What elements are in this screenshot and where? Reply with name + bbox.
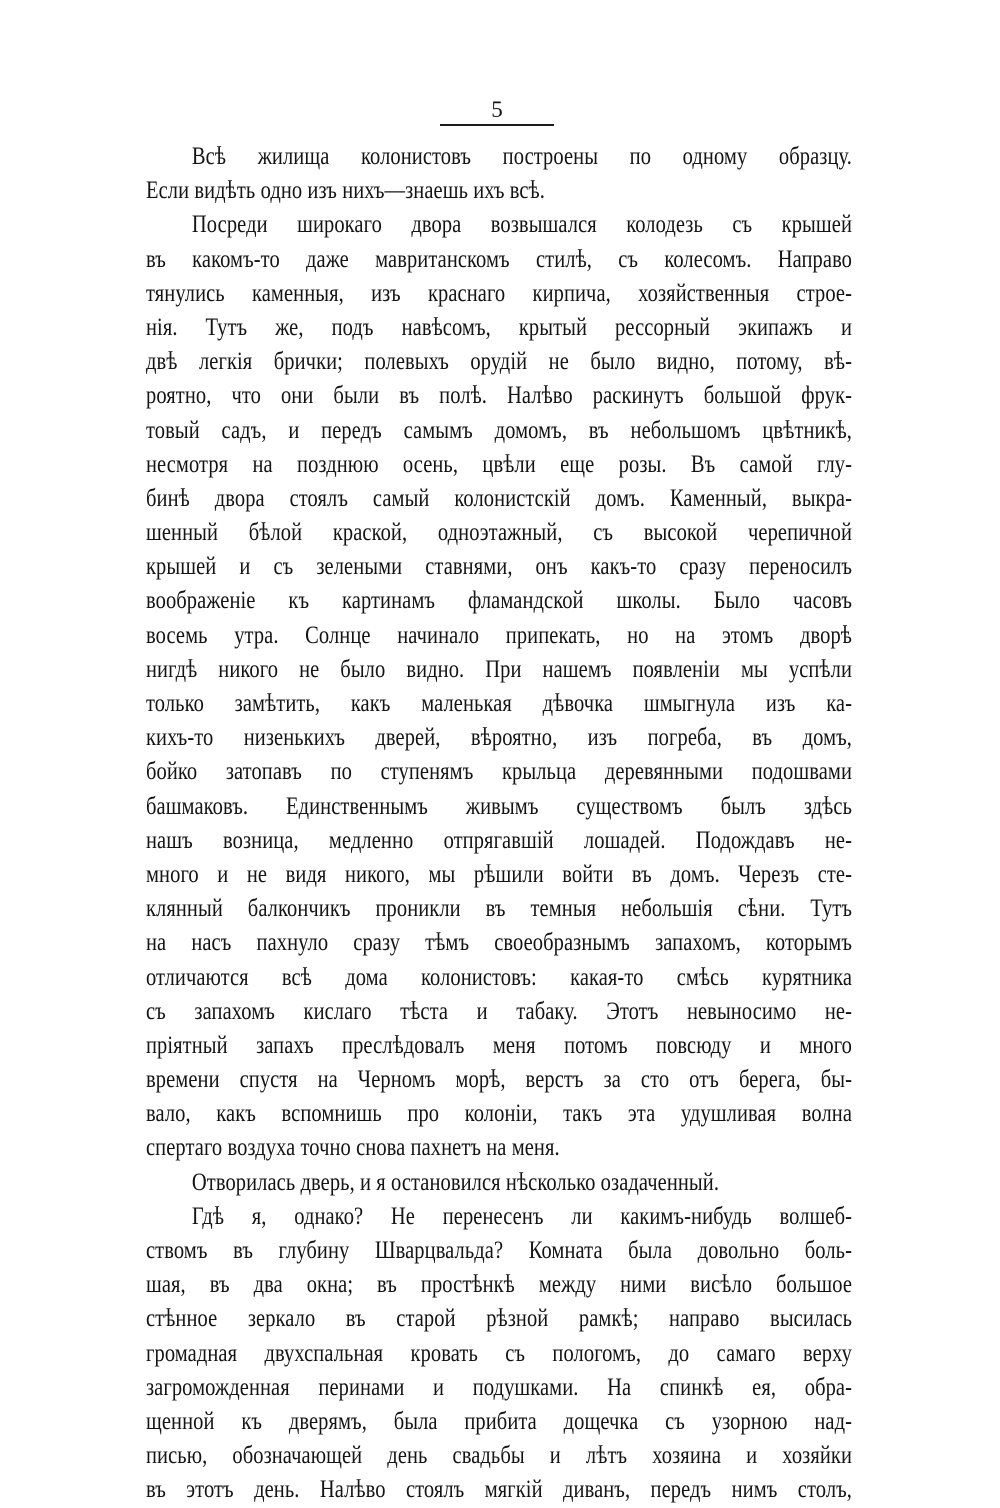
- text-line: нія. Тутъ же, подъ навѣсомъ, крытый рессорный экипажъ и: [146, 313, 853, 341]
- text-line: въ этотъ день. Налѣво стоялъ мягкій диванъ, передъ нимъ столъ,: [146, 1476, 853, 1504]
- text-line: щенной къ дверямъ, была прибита дощечка съ узорною над-: [146, 1407, 853, 1435]
- text-line: восемь утра. Солнце начинало припекать, но на этомъ дворѣ: [146, 621, 853, 649]
- text-line: стѣнное зеркало въ старой рѣзной рамкѣ; направо высилась: [146, 1305, 853, 1333]
- header-rule: [440, 124, 554, 126]
- text-line: нашъ возница, медленно отпрягавшій лошадей. Подождавъ не-: [146, 826, 853, 854]
- text-line: съ запахомъ кислаго тѣста и табаку. Этотъ невыносимо не-: [146, 997, 853, 1025]
- text-line: отличаются всѣ дома колонистовъ: какая-то смѣсь курятника: [146, 963, 853, 991]
- text-line: шенный бѣлой краской, одноэтажный, съ высокой черепичной: [146, 519, 853, 547]
- body-text: [146, 140, 852, 1508]
- text-line: тянулись каменныя, изъ краснаго кирпича, хозяйственныя строе-: [146, 279, 853, 307]
- page-number: 5: [491, 97, 503, 122]
- text-line: двѣ легкія брички; полевыхъ орудій не было видно, потому, вѣ-: [146, 348, 853, 376]
- text-line: Гдѣ я, однако? Не перенесенъ ли какимъ-нибудь волшеб-: [191, 1202, 853, 1230]
- text-line: много и не видя никого, мы рѣшили войти въ домъ. Черезъ сте-: [146, 860, 853, 888]
- text-line: только замѣтить, какъ маленькая дѣвочка шмыгнула изъ ка-: [146, 690, 853, 717]
- text-line: кихъ-то низенькихъ дверей, вѣроятно, изъ погреба, въ домъ,: [146, 724, 853, 752]
- text-line: громадная двухспальная кровать съ пологомъ, до самаго верху: [146, 1339, 853, 1367]
- text-line: загроможденная перинами и подушками. На спинкѣ ея, обра-: [146, 1373, 853, 1401]
- text-line: крышей и съ зелеными ставнями, онъ какъ-то сразу переносилъ: [146, 553, 853, 581]
- text-line: несмотря на позднюю осень, цвѣли еще розы. Въ самой глу-: [146, 450, 853, 478]
- text-line: въ какомъ-то даже мавританскомъ стилѣ, съ колесомъ. Направо: [146, 245, 853, 273]
- text-line: бинѣ двора стоялъ самый колонистскій домъ. Каменный, выкра-: [146, 484, 853, 512]
- text-line: товый садъ, и передъ самымъ домомъ, въ небольшомъ цвѣтникѣ,: [146, 416, 853, 444]
- text-line: спертаго воздуха точно снова пахнетъ на меня.: [146, 1134, 560, 1162]
- text-line: воображеніе къ картинамъ фламандской школы. Было часовъ: [146, 587, 853, 615]
- text-line: нигдѣ никого не было видно. При нашемъ появленіи мы успѣли: [146, 655, 853, 683]
- text-line: Посреди широкаго двора возвышался колодезь съ крышей: [191, 211, 853, 239]
- text-line: клянный балкончикъ проникли въ темныя небольшія сѣни. Тутъ: [146, 895, 853, 923]
- text-line: пріятный запахъ преслѣдовалъ меня потомъ повсюду и много: [146, 1031, 853, 1059]
- text-line: башмаковъ. Единственнымъ живымъ существомъ былъ здѣсь: [146, 792, 853, 820]
- text-line: вало, какъ вспомнишь про колоніи, такъ эта удушливая волна: [146, 1100, 853, 1128]
- text-line: Всѣ жилища колонистовъ построены по одному образцу.: [191, 143, 853, 170]
- text-line: времени спустя на Черномъ морѣ, верстъ за сто отъ берега, бы-: [146, 1066, 853, 1094]
- text-line: бойко затопавъ по ступенямъ крыльца деревянными подошвами: [146, 758, 853, 786]
- text-line: роятно, что они были въ полѣ. Налѣво раскинутъ большой фрук-: [146, 382, 853, 410]
- text-line: Отворилась дверь, и я остановился нѣсколько озадаченный.: [191, 1168, 720, 1196]
- text-line: ствомъ въ глубину Шварцвальда? Комната была довольно боль-: [146, 1237, 853, 1264]
- text-line: Если видѣть одно изъ нихъ—знаешь ихъ всѣ.: [146, 177, 545, 205]
- text-line: шая, въ два окна; въ простѣнкѣ между ними висѣло большое: [146, 1271, 853, 1299]
- text-line: писью, обозначающей день свадьбы и лѣтъ хозяина и хозяйки: [146, 1442, 853, 1470]
- text-line: на насъ пахнуло сразу тѣмъ своеобразнымъ запахомъ, которымъ: [146, 929, 853, 957]
